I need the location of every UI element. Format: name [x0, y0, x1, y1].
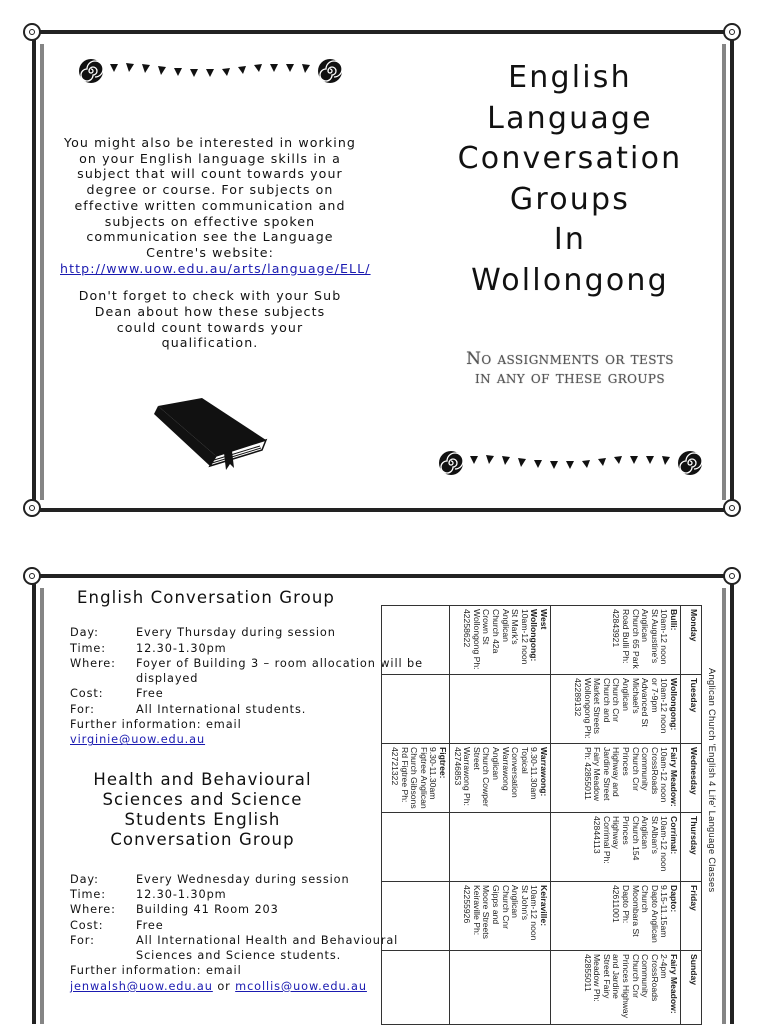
cell-details: 10am-12 noon St Augustine's Anglican Church 65 Park Road Bulli Ph: 42843921 [611, 609, 670, 669]
title-line: Language [487, 100, 653, 136]
detail-row [70, 902, 430, 917]
subjects-info [60, 135, 371, 351]
cell-details: 2-4pm CrossRoads Community Church Cnr Princes Highway and Jardine Street Fairy Meadow Ph: 42855011 [582, 954, 670, 1018]
pennant-garland [438, 450, 706, 478]
table-cell [450, 882, 551, 951]
cell-details: 10am-12 noon St John's Anglican Church Cnr Gipps and Moore Streets Keiraville Ph: 42255926 [462, 885, 540, 941]
detail-key: For: [70, 702, 95, 716]
table-row [450, 606, 551, 1025]
detail-key: Cost: [70, 687, 104, 701]
cell-details: 10am-12 noon CrossRoads Community Church Cnr Princes Highway and Jardine Street Fairy Meadow Ph: 42855011 [582, 747, 670, 803]
cell-place: Corrimal: [669, 816, 679, 855]
detail-value: Building 41 Room 203 [136, 903, 279, 917]
cell-place: Wollongong: [669, 678, 679, 731]
day-header: Thursday [681, 813, 702, 882]
detail-key: Time: [70, 887, 106, 901]
title-line: Groups [509, 181, 631, 217]
title-line: In [553, 222, 587, 257]
note-line: No assignments or tests [466, 349, 674, 369]
table-cell [450, 813, 551, 882]
day-header: Monday [681, 606, 702, 675]
detail-key: For: [70, 933, 95, 947]
detail-key: Where: [70, 903, 116, 917]
caption-text: Anglican Church 'English 4 Life' Language Classes [707, 668, 717, 893]
group1-title: English Conversation Group [77, 588, 335, 607]
email-link[interactable]: jenwalsh@uow.edu.au [70, 979, 213, 993]
detail-key: Cost: [70, 918, 104, 932]
detail-row [70, 918, 430, 933]
table-cell [551, 882, 681, 951]
cell-place: Bulli: [669, 609, 679, 631]
group2-title [70, 770, 335, 850]
cell-details: 10am-12 noon St Mark's Anglican Church 42a Crown St Wollongong Ph: 42258622 [462, 609, 530, 670]
table-cell [382, 951, 450, 1025]
corner-knob-icon [723, 23, 741, 41]
page-title [440, 58, 700, 301]
cell-details: 9.30-11.30am Topical Conversation Warrawong Anglican Church Cowper Street Warrawong Ph: 42746853 [452, 747, 540, 807]
table-cell [382, 744, 450, 813]
cell-place: Dapto: [669, 885, 679, 913]
corner-knob-icon [23, 567, 41, 585]
conversation-groups [70, 590, 430, 994]
book-icon [152, 396, 270, 472]
detail-value: Foyer of Building 3 – room allocation will be displayed [136, 656, 423, 686]
title-line: Health and Behavioural [93, 769, 312, 789]
pennant-garland [78, 58, 346, 86]
detail-row [70, 656, 430, 687]
sub-dean-reminder: Don't forget to check with your Sub Dean about how these subjects could count towards your qualification. [78, 288, 342, 351]
detail-row [70, 872, 430, 887]
timetable-caption [701, 668, 721, 898]
table-row [382, 606, 450, 1025]
subjects-paragraph: You might also be interested in working on your English language skills in a subject that will count towards your degree or course. For subjects on effective written communication and subjects on effective spoken communication see the Language Centre's website: [63, 135, 357, 260]
email-link[interactable]: virginie@uow.edu.au [70, 733, 206, 747]
cell-details: 10am-12 noon or 7-9pm Advanced St Michael's Anglican Church Cnr Church and Market Streets Wollongong Ph: 42289132 [573, 678, 670, 739]
detail-row [70, 933, 430, 964]
detail-row [70, 686, 430, 701]
corner-knob-icon [23, 23, 41, 41]
detail-row [70, 625, 430, 640]
table-cell [551, 744, 681, 813]
title-line: Conversation [457, 141, 683, 176]
further-info: Further information: email [70, 964, 242, 978]
cell-place: Figtree: [438, 747, 449, 779]
detail-key: Day: [70, 626, 99, 640]
table-cell [382, 606, 450, 675]
cell-place: Warrawong: [539, 747, 549, 797]
no-assignments-note [430, 350, 710, 388]
detail-key: Where: [70, 656, 116, 670]
email-line [70, 979, 430, 994]
corner-knob-icon [723, 567, 741, 585]
timetable [390, 605, 702, 1024]
detail-row [70, 887, 430, 902]
language-centre-link[interactable]: http://www.uow.edu.au/arts/language/ELL/ [60, 260, 371, 276]
detail-value: Free [136, 918, 164, 932]
title-line: Students English [124, 809, 281, 829]
table-cell [382, 675, 450, 744]
cell-details: 10am-12 noon St Alban's Anglican Church 154 Princes Highway Corrimal Ph: 42844113 [592, 816, 670, 872]
table-cell [382, 882, 450, 951]
further-info: Further information: email [70, 718, 242, 732]
detail-value: Every Wednesday during session [136, 872, 350, 886]
cell-place: Keiraville: [539, 885, 549, 927]
detail-value: 12.30-1.30pm [136, 887, 227, 901]
table-header-row [681, 606, 702, 1025]
cell-details: 9.15-11.15am Dapto Anglican Church Moombara St Dapto Ph: 42611001 [611, 885, 670, 943]
cell-place: Fairy Meadow: [669, 747, 679, 807]
day-header: Tuesday [681, 675, 702, 744]
day-header: Sunday [681, 951, 702, 1025]
day-header: Friday [681, 882, 702, 951]
corner-knob-icon [723, 499, 741, 517]
group2-details [70, 872, 430, 994]
cell-place: Fairy Meadow: [669, 954, 679, 1014]
title-line: English [508, 60, 632, 95]
timetable-table [381, 605, 702, 1025]
title-line: Sciences and Science [102, 789, 303, 809]
detail-value: All International Health and Behavioural Sciences and Science students. [136, 933, 399, 963]
title-line: Wollongong [471, 262, 669, 298]
detail-value: Free [136, 687, 164, 701]
table-cell [450, 744, 551, 813]
detail-key: Time: [70, 641, 106, 655]
table-cell [450, 675, 551, 744]
or-text: or [217, 979, 231, 993]
cell-details: 9.30-11.30am Figtree Anglican Church Gibsons Rd Figtree Ph: 42721322 [390, 747, 439, 809]
day-header: Wednesday [681, 744, 702, 813]
table-cell [450, 951, 551, 1025]
table-cell [551, 675, 681, 744]
detail-value: Every Thursday during session [136, 626, 336, 640]
title-line: Conversation Group [110, 829, 295, 849]
corner-knob-icon [23, 499, 41, 517]
detail-value: 12.30-1.30pm [136, 641, 227, 655]
table-cell [382, 813, 450, 882]
detail-row [70, 702, 430, 717]
table-cell [551, 606, 681, 675]
table-cell [450, 606, 551, 675]
detail-value: All International students. [136, 702, 307, 716]
cell-place: West Wollongong: [529, 609, 549, 662]
detail-key: Day: [70, 872, 99, 886]
table-cell [551, 951, 681, 1025]
detail-row [70, 641, 430, 656]
group1-details [70, 625, 430, 747]
table-row [551, 606, 681, 1025]
table-cell [551, 813, 681, 882]
email-link[interactable]: mcollis@uow.edu.au [235, 979, 367, 993]
note-line: in any of these groups [475, 368, 665, 388]
